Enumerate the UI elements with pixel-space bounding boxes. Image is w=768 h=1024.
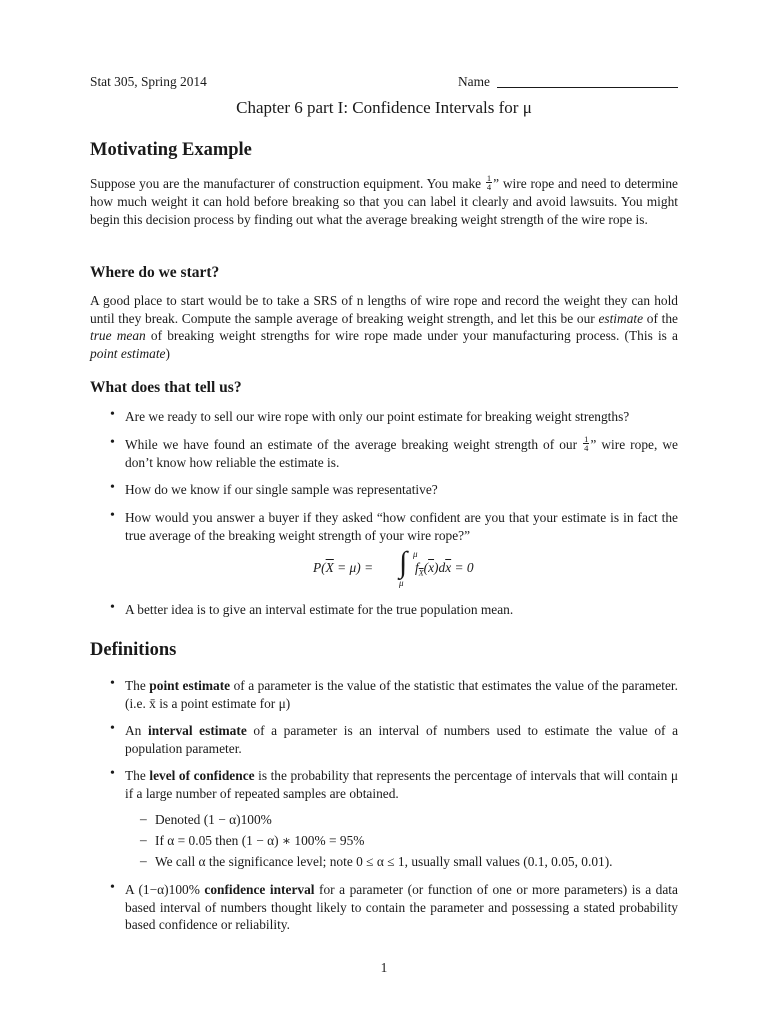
name-line bbox=[497, 87, 678, 88]
bullet-icon: • bbox=[110, 480, 115, 495]
course-label: Stat 305, Spring 2014 bbox=[90, 74, 207, 89]
bullet-icon: • bbox=[110, 766, 115, 781]
definition-interval-estimate: An interval estimate of a parameter is an interval of numbers used to estimate the value of a population parameter. bbox=[125, 723, 679, 756]
bullet-icon: • bbox=[110, 508, 115, 523]
bullet-item-4: How would you answer a buyer if they asked “how confident are you that your estimate is in fact the true average of the breaking weight strength of your wire rope?” bbox=[125, 510, 678, 543]
bullet-icon: • bbox=[110, 880, 115, 895]
equation-rhs: $f_{\overline{X}}(\overline{x})d\overline{x} = 0$ bbox=[415, 560, 474, 578]
page-title: Chapter 6 part I: Confidence Intervals for μ bbox=[236, 98, 532, 117]
definition-point-estimate: The point estimate of a parameter is the value of the statistic that estimates the value of the parameter. (i.e. x̄ is a point estimate for μ) bbox=[125, 678, 678, 711]
integral-lower-limit: μ bbox=[399, 578, 404, 588]
equation-lhs: $P(\overline{X} = \mu)$ = bbox=[313, 560, 374, 575]
probability-equation bbox=[313, 546, 513, 590]
fraction-quarter: $\frac{1}{4}$ bbox=[486, 173, 492, 193]
dash-icon: – bbox=[140, 832, 147, 847]
bullet-icon: • bbox=[110, 435, 115, 450]
heading-where-start: Where do we start? bbox=[90, 264, 220, 281]
bullet-icon: • bbox=[110, 600, 115, 615]
sub-item-denoted: Denoted (1 − α)100% bbox=[155, 812, 272, 827]
bullet-icon: • bbox=[110, 721, 115, 736]
bullet-item-1: Are we ready to sell our wire rope with only our point estimate for breaking weight strengths? bbox=[125, 409, 630, 424]
sub-item-alpha-example: If α = 0.05 then (1 − α) ∗ 100% = 95% bbox=[155, 833, 365, 848]
bullet-item-2: While we have found an estimate of the average breaking weight strength of our $\frac{1}{4}$ ” wire rope, we don’t know how reliable the estimate is. bbox=[125, 434, 678, 471]
name-label: Name bbox=[458, 74, 490, 89]
bullet-item-5: A better idea is to give an interval estimate for the true population mean. bbox=[125, 602, 514, 617]
bullet-icon: • bbox=[110, 407, 115, 422]
dash-icon: – bbox=[140, 811, 147, 826]
start-paragraph: A good place to start would be to take a SRS of n lengths of wire rope and record the weight they can hold until they break. Compute the sample average of breaking weight strength, and let this be our estimate of the true mean of breaking weight strengths for wire rope made under your manufacturing process. (This is a point estimate) bbox=[90, 293, 678, 361]
definition-confidence-interval: A (1−α)100% confidence interval for a parameter (or function of one or more parameters) is a data based interval of numbers thought likely to contain the parameter and possessing a stated probability based confidence or reliability. bbox=[125, 882, 678, 932]
motivating-paragraph: Suppose you are the manufacturer of construction equipment. You make $\frac{1}{4}$ ” wire rope and need to determine how much weight it can hold before breaking so that you can label it clearly and avoid lawsuits. You might begin this decision process by finding out what the average breaking weight strength of the wire rope is. bbox=[90, 173, 678, 227]
sub-item-significance: We call α the significance level; note 0 ≤ α ≤ 1, usually small values (0.1, 0.05, 0.01). bbox=[155, 854, 613, 869]
definition-level-of-confidence: The level of confidence is the probability that represents the percentage of intervals that will contain μ if a large number of repeated samples are obtained. bbox=[125, 768, 678, 801]
heading-definitions: Definitions bbox=[90, 640, 177, 660]
bullet-icon: • bbox=[110, 676, 115, 691]
heading-motivating-example: Motivating Example bbox=[90, 140, 252, 160]
fraction-quarter: $\frac{1}{4}$ bbox=[584, 434, 589, 454]
dash-icon: – bbox=[140, 853, 147, 868]
bullet-item-3: How do we know if our single sample was representative? bbox=[125, 482, 438, 497]
integral-sign-icon: ∫ bbox=[399, 546, 408, 579]
integral-upper-limit: μ bbox=[413, 549, 418, 559]
page-number: 1 bbox=[380, 960, 388, 975]
heading-what-tell: What does that tell us? bbox=[90, 379, 242, 396]
